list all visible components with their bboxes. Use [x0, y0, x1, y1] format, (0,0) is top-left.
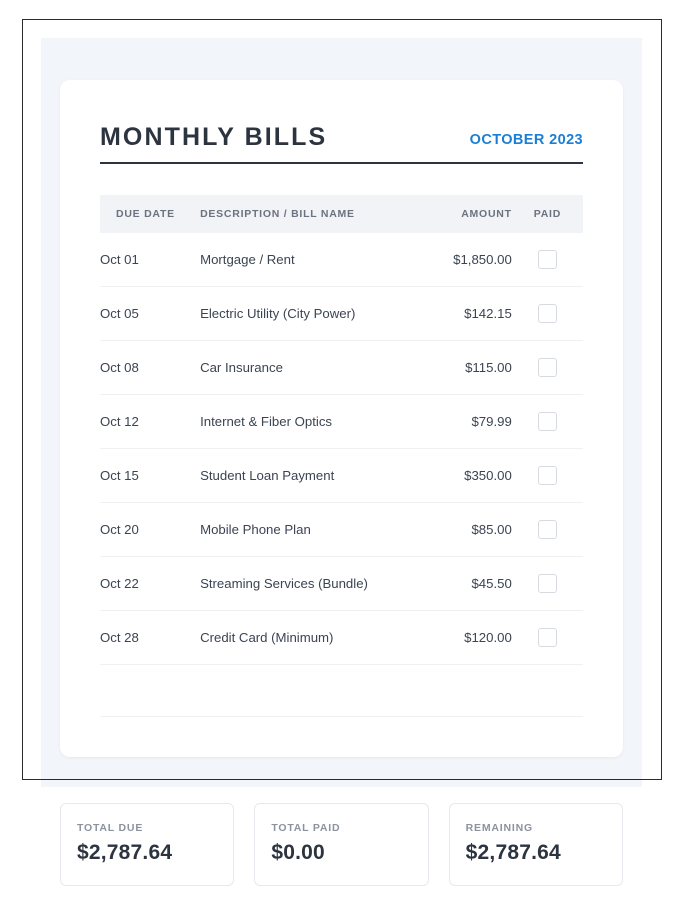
cell-due-date: Oct 15 — [100, 449, 200, 503]
table-row[interactable] — [100, 233, 583, 287]
paid-checkbox[interactable] — [538, 466, 557, 485]
paid-checkbox[interactable] — [538, 412, 557, 431]
cell-paid — [512, 233, 583, 287]
empty-cell — [100, 665, 200, 717]
column-header-due-date[interactable]: DUE DATE — [100, 195, 200, 233]
empty-table-row[interactable] — [100, 665, 583, 717]
cell-due-date: Oct 12 — [100, 395, 200, 449]
content-stack — [41, 38, 642, 886]
page-title: MONTHLY BILLS — [100, 123, 328, 151]
column-header-description[interactable]: DESCRIPTION / BILL NAME — [200, 195, 407, 233]
paid-checkbox[interactable] — [538, 574, 557, 593]
cell-description: Credit Card (Minimum) — [200, 611, 407, 665]
bills-table — [100, 195, 583, 717]
cell-amount: $120.00 — [407, 611, 512, 665]
cell-amount: $45.50 — [407, 557, 512, 611]
period-label: OCTOBER 2023 — [469, 132, 583, 149]
cell-description: Streaming Services (Bundle) — [200, 557, 407, 611]
summary-card-value: $2,787.64 — [77, 841, 173, 865]
column-header-paid[interactable]: PAID — [512, 195, 583, 233]
paid-checkbox[interactable] — [538, 628, 557, 647]
table-row[interactable] — [100, 611, 583, 665]
cell-paid — [512, 395, 583, 449]
table-row[interactable] — [100, 395, 583, 449]
cell-paid — [512, 557, 583, 611]
cell-amount: $142.15 — [407, 287, 512, 341]
empty-cell — [512, 665, 583, 717]
cell-paid — [512, 287, 583, 341]
cell-description: Internet & Fiber Optics — [200, 395, 407, 449]
summary-cards-row — [41, 803, 642, 886]
cell-paid — [512, 611, 583, 665]
summary-card — [449, 803, 623, 886]
summary-card — [60, 803, 234, 886]
cell-amount: $85.00 — [407, 503, 512, 557]
cell-description: Car Insurance — [200, 341, 407, 395]
bills-table-body — [100, 233, 583, 717]
table-header-row — [100, 195, 583, 233]
paid-checkbox[interactable] — [538, 250, 557, 269]
column-header-amount[interactable]: AMOUNT — [407, 195, 512, 233]
sheet-header — [100, 124, 583, 164]
paid-checkbox[interactable] — [538, 520, 557, 539]
table-row[interactable] — [100, 449, 583, 503]
cell-due-date: Oct 01 — [100, 233, 200, 287]
cell-description: Electric Utility (City Power) — [200, 287, 407, 341]
empty-cell — [200, 665, 407, 717]
summary-card-value: $0.00 — [271, 841, 325, 865]
page-panel — [41, 38, 642, 787]
bills-table-head — [100, 195, 583, 233]
cell-paid — [512, 503, 583, 557]
empty-cell — [407, 665, 512, 717]
bill-sheet-card — [60, 80, 623, 757]
cell-paid — [512, 341, 583, 395]
summary-card-label: REMAINING — [465, 822, 533, 835]
cell-due-date: Oct 20 — [100, 503, 200, 557]
cell-description: Student Loan Payment — [200, 449, 407, 503]
table-row[interactable] — [100, 341, 583, 395]
table-row[interactable] — [100, 503, 583, 557]
cell-due-date: Oct 22 — [100, 557, 200, 611]
summary-card-label: TOTAL PAID — [271, 822, 341, 835]
cell-amount: $79.99 — [407, 395, 512, 449]
cell-due-date: Oct 28 — [100, 611, 200, 665]
paid-checkbox[interactable] — [538, 358, 557, 377]
table-row[interactable] — [100, 557, 583, 611]
cell-amount: $1,850.00 — [407, 233, 512, 287]
summary-card — [254, 803, 428, 886]
cell-amount: $115.00 — [407, 341, 512, 395]
cell-due-date: Oct 05 — [100, 287, 200, 341]
table-row[interactable] — [100, 287, 583, 341]
paid-checkbox[interactable] — [538, 304, 557, 323]
cell-description: Mortgage / Rent — [200, 233, 407, 287]
cell-description: Mobile Phone Plan — [200, 503, 407, 557]
cell-amount: $350.00 — [407, 449, 512, 503]
cell-paid — [512, 449, 583, 503]
summary-card-value: $2,787.64 — [465, 841, 561, 865]
cell-due-date: Oct 08 — [100, 341, 200, 395]
summary-card-label: TOTAL DUE — [77, 822, 144, 835]
